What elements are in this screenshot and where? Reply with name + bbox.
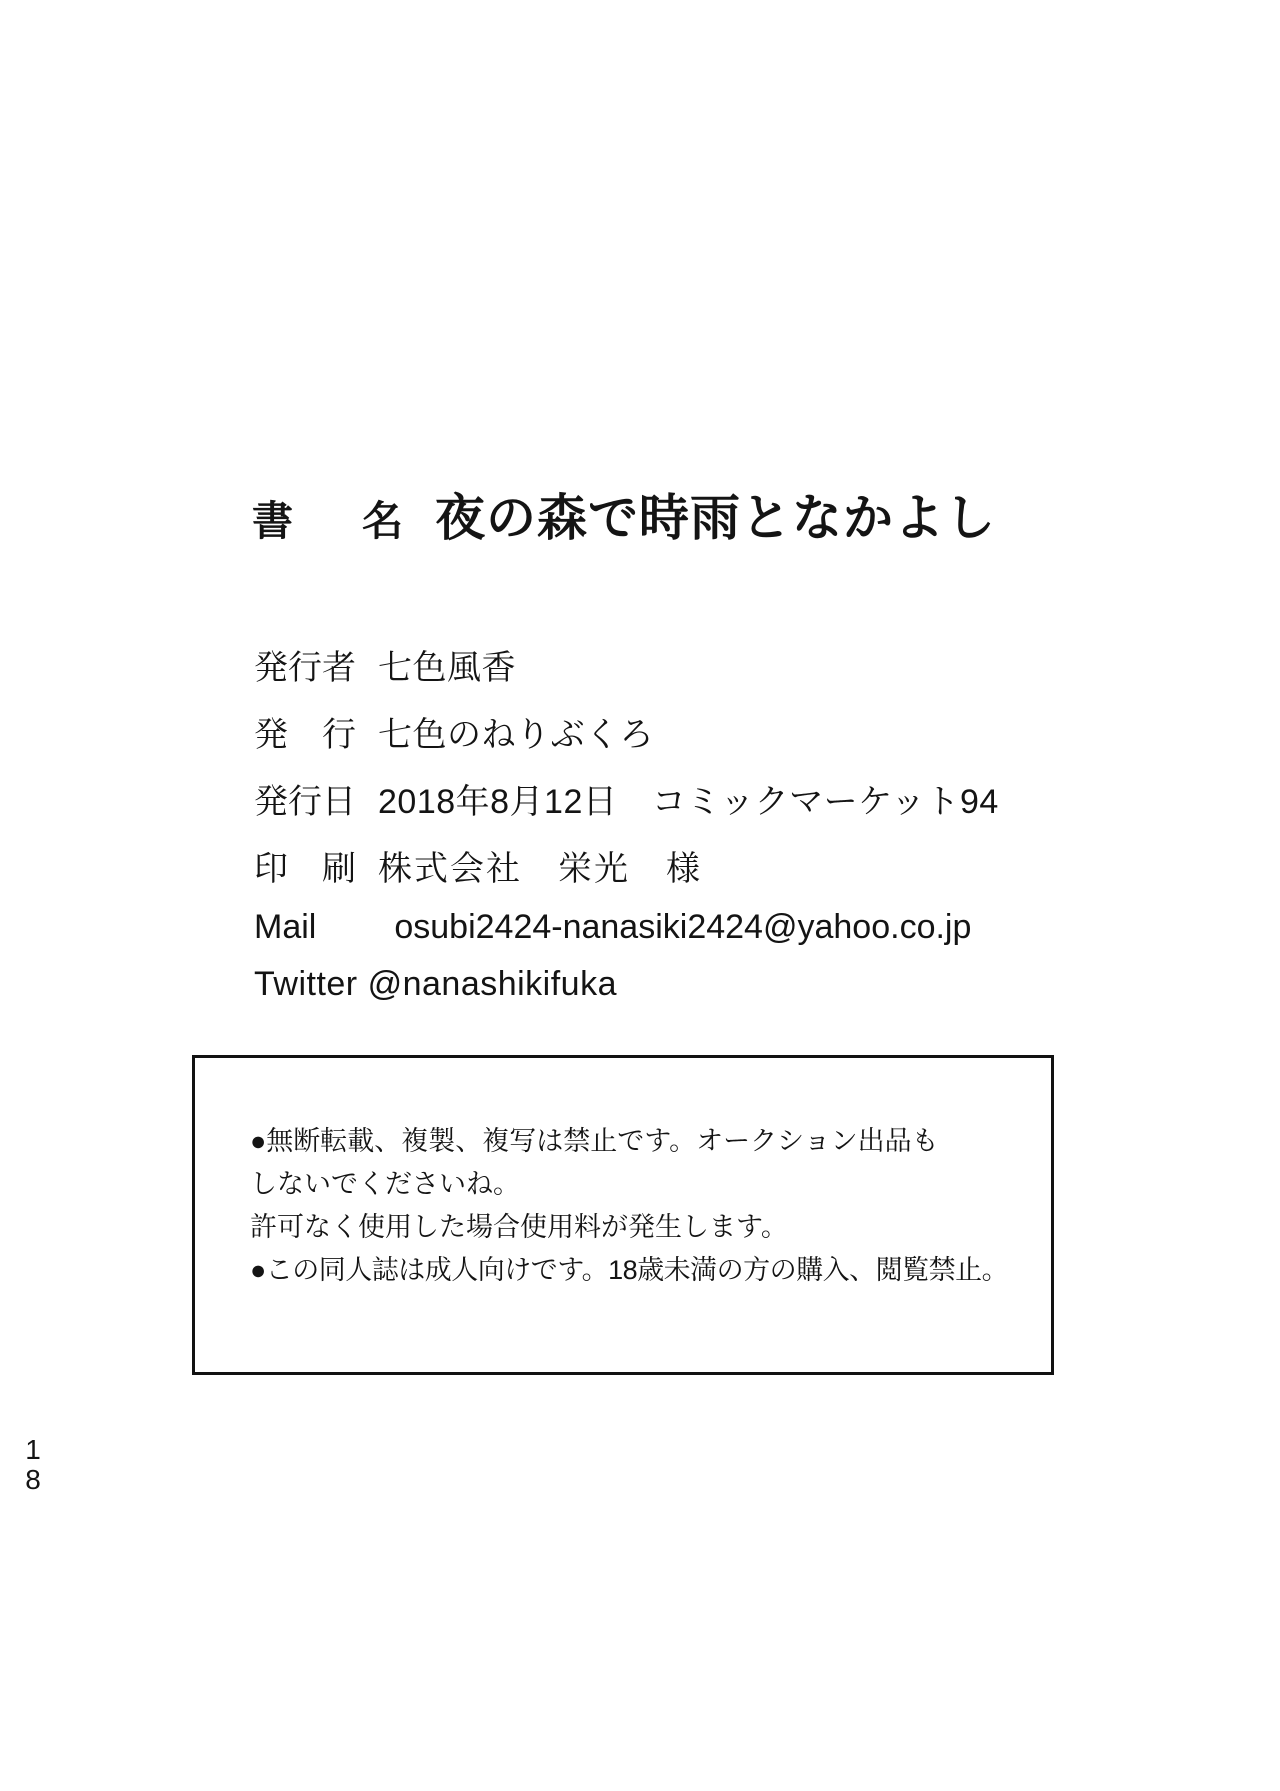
page-number-digit-1: 1 [25,1434,41,1465]
book-title-row [252,478,996,550]
notice-line-2: しないでくださいね。 [250,1169,520,1199]
issuer-row [254,707,1114,756]
issuer-value: 七色のねりぶくろ [378,716,654,754]
notice-line-1: ●無断転載、複製、複写は禁止です。オークション出品も [250,1126,939,1156]
notice-line-4: ●この同人誌は成人向けです。18歳未満の方の購入、閲覧禁止。 [250,1255,1009,1285]
printer-row [254,841,1114,890]
page-number [18,1435,48,1495]
mail-value[interactable]: osubi2424-nanasiki2424@yahoo.co.jp [394,908,972,946]
notice-text [250,1120,1021,1292]
publisher-row [254,640,1114,689]
colophon-details [254,640,1114,1022]
twitter-handle[interactable]: Twitter @nanashikifuka [254,965,618,1003]
notice-box [192,1055,1054,1375]
issue-date-value: 2018年8月12日 コミックマーケット94 [378,783,999,821]
page-number-digit-2: 8 [25,1464,41,1495]
book-title-label: 書 名 [252,498,417,544]
mail-row [254,908,1114,947]
book-title-value: 夜の森で時雨となかよし [435,490,996,546]
publisher-label: 発行者 [254,649,356,687]
printer-label: 印 刷 [254,850,356,888]
publisher-value: 七色風香 [378,649,516,687]
issue-date-row [254,774,1114,823]
printer-value: 株式会社 栄光 様 [378,850,702,888]
issue-date-label: 発行日 [254,783,356,821]
mail-label: Mail [254,908,317,946]
issuer-label: 発 行 [254,716,356,754]
notice-line-3: 許可なく使用した場合使用料が発生します。 [250,1212,788,1242]
